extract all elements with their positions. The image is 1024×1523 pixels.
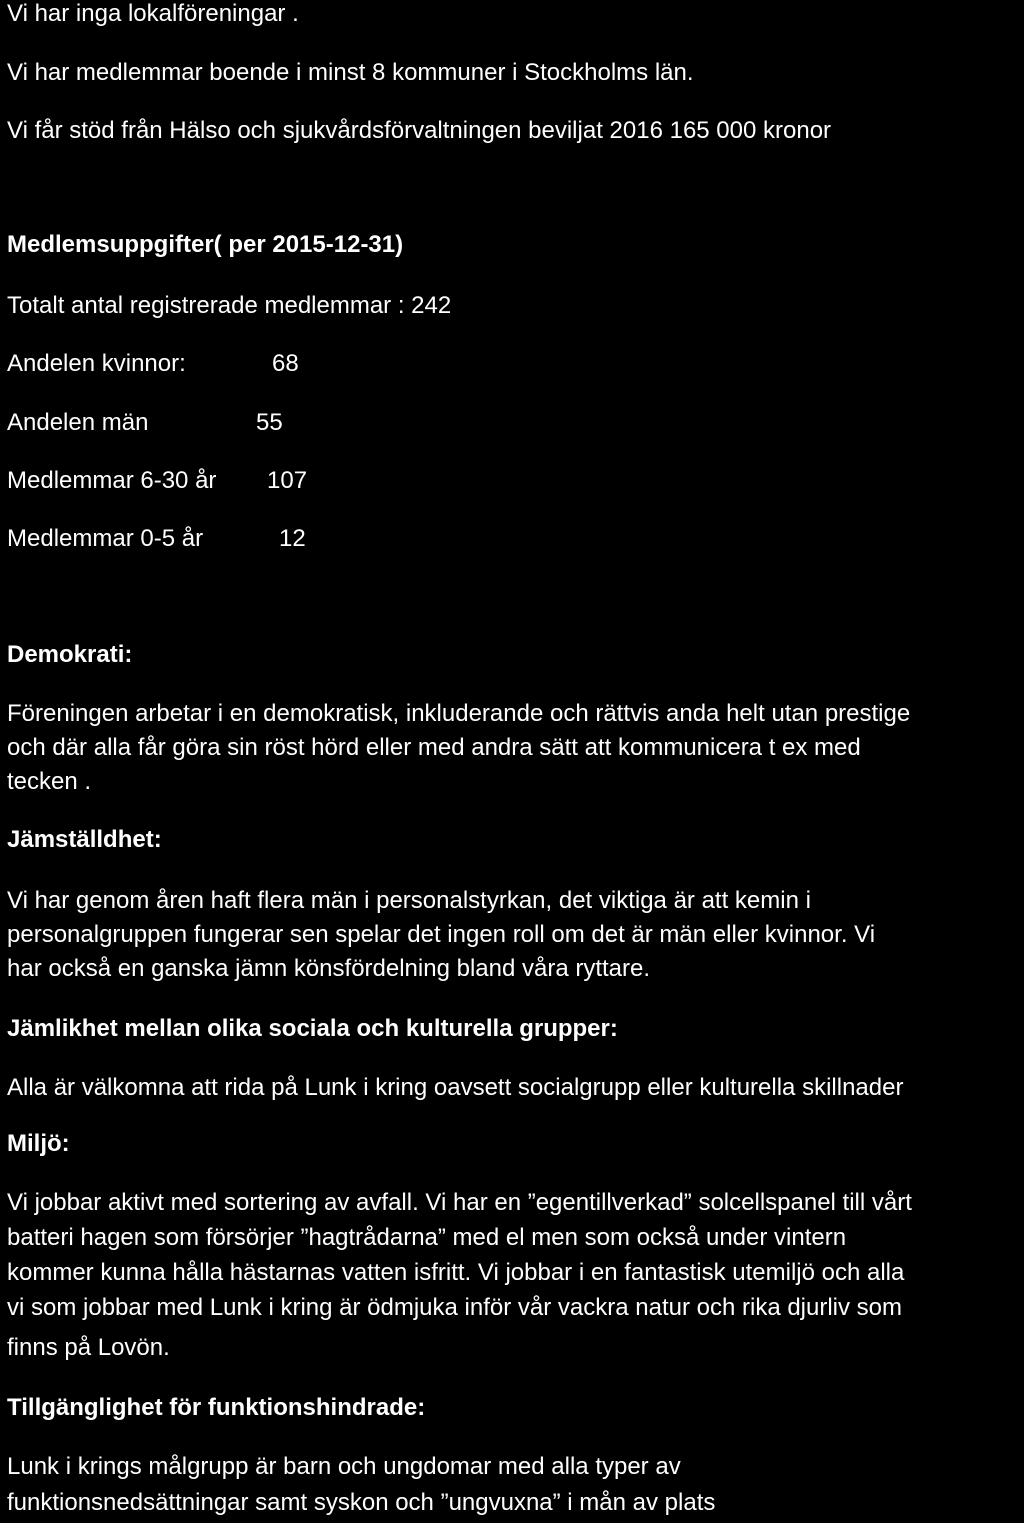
member-label: Andelen kvinnor: <box>7 350 186 377</box>
intro-line-2: Vi har medlemmar boende i minst 8 kommuner i Stockholms län. <box>7 59 694 86</box>
miljo-line-5: finns på Lovön. <box>7 1334 170 1361</box>
miljo-line-4: vi som jobbar med Lunk i kring är ödmjuka inför vår vackra natur och rika djurliv som <box>7 1294 903 1321</box>
jamlikhet-line-1: Alla är välkomna att rida på Lunk i kring oavsett socialgrupp eller kulturella skillnader <box>7 1074 904 1101</box>
jamstalldhet-line-2: personalgruppen fungerar sen spelar det ingen roll om det är män eller kvinnor. Vi <box>7 921 876 948</box>
section-heading-miljo: Miljö: <box>7 1130 70 1157</box>
member-row-women <box>7 347 299 381</box>
section-heading-jamlikhet: Jämlikhet mellan olika sociala och kulturella grupper: <box>7 1015 618 1042</box>
member-value: 55 <box>256 409 283 436</box>
tillganglighet-line-1: Lunk i krings målgrupp är barn och ungdomar med alla typer av <box>7 1453 681 1480</box>
member-row-age-0-5 <box>7 522 306 556</box>
demokrati-line-2: och där alla får göra sin röst hörd eller med andra sätt att kommunicera t ex med <box>7 734 861 761</box>
miljo-line-2: batteri hagen som försörjer ”hagtrådarna” med el men som också under vintern <box>7 1224 847 1251</box>
members-total: Totalt antal registrerade medlemmar : 242 <box>7 292 452 319</box>
demokrati-line-3: tecken . <box>7 768 92 795</box>
jamstalldhet-line-3: har också en ganska jämn könsfördelning bland våra ryttare. <box>7 955 651 982</box>
miljo-line-3: kommer kunna hålla hästarnas vatten isfritt. Vi jobbar i en fantastisk utemiljö och alla <box>7 1259 905 1286</box>
member-label: Andelen män <box>7 409 149 436</box>
intro-line-3: Vi får stöd från Hälso och sjukvårdsförvaltningen beviljat 2016 165 000 kronor <box>7 117 832 144</box>
member-row-age-6-30 <box>7 464 308 498</box>
members-heading: Medlemsuppgifter( per 2015-12-31) <box>7 231 404 258</box>
member-value: 68 <box>272 350 299 377</box>
section-heading-jamstalldhet: Jämställdhet: <box>7 826 162 853</box>
tillganglighet-line-2: funktionsnedsättningar samt syskon och ”ungvuxna” i mån av plats <box>7 1489 716 1516</box>
member-label: Medlemmar 6-30 år <box>7 467 217 494</box>
member-value: 12 <box>279 525 306 552</box>
section-heading-demokrati: Demokrati: <box>7 641 133 668</box>
section-heading-tillganglighet: Tillgänglighet för funktionshindrade: <box>7 1394 426 1421</box>
member-row-men <box>7 406 283 440</box>
miljo-line-1: Vi jobbar aktivt med sortering av avfall. Vi har en ”egentillverkad” solcellspanel till vårt <box>7 1189 912 1216</box>
jamstalldhet-line-1: Vi har genom åren haft flera män i personalstyrkan, det viktiga är att kemin i <box>7 887 811 914</box>
member-value: 107 <box>267 467 308 494</box>
member-label: Medlemmar 0-5 år <box>7 525 204 552</box>
demokrati-line-1: Föreningen arbetar i en demokratisk, inkluderande och rättvis anda helt utan prestige <box>7 700 911 727</box>
intro-line-1: Vi har inga lokalföreningar . <box>7 0 299 27</box>
